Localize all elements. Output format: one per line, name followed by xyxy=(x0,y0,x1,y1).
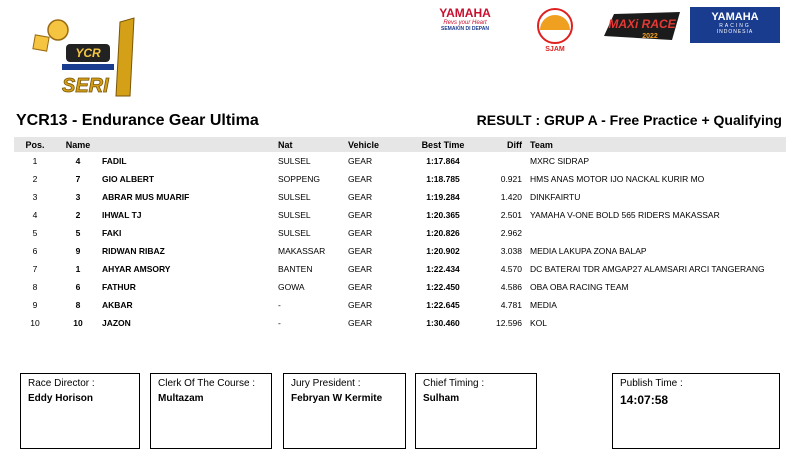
row-nat: SULSEL xyxy=(278,228,311,238)
yamaha-racing-sub: RACING xyxy=(719,23,751,29)
row-vehicle: GEAR xyxy=(348,210,373,220)
row-name: AHYAR AMSORY xyxy=(102,264,171,274)
result-title: RESULT : GRUP A - Free Practice + Qualifying xyxy=(476,112,782,128)
row-vehicle: GEAR xyxy=(348,156,373,166)
yamaha-racing-logo xyxy=(690,7,780,43)
header-nat: Nat xyxy=(276,137,346,152)
row-team: DC BATERAI TDR AMGAP27 ALAMSARI ARCI TANGERANG xyxy=(530,264,765,274)
svg-text:MAXi RACE: MAXi RACE xyxy=(608,17,676,31)
row-best-time: 1:20.826 xyxy=(426,228,460,238)
row-vehicle: GEAR xyxy=(348,174,373,184)
row-number: 7 xyxy=(75,174,81,184)
row-team: YAMAHA V-ONE BOLD 565 RIDERS MAKASSAR xyxy=(530,210,720,220)
row-best-time: 1:30.460 xyxy=(426,318,460,328)
svg-text:2022: 2022 xyxy=(642,33,658,40)
row-name: IHWAL TJ xyxy=(102,210,142,220)
row-diff: 3.038 xyxy=(500,246,522,256)
row-best-time: 1:18.785 xyxy=(426,174,460,184)
row-diff: 2.962 xyxy=(500,228,522,238)
row-nat: BANTEN xyxy=(278,264,313,274)
row-name: RIDWAN RIBAZ xyxy=(102,246,165,256)
row-nat: SULSEL xyxy=(278,156,311,166)
header-best-time: Best Time xyxy=(408,137,478,152)
row-vehicle: GEAR xyxy=(348,228,373,238)
row-diff: 2.501 xyxy=(500,210,522,220)
row-diff: 0.921 xyxy=(500,174,522,184)
clerk-of-course-box xyxy=(150,373,272,449)
table-row xyxy=(14,260,786,278)
table-row xyxy=(14,314,786,332)
header-team: Team xyxy=(524,137,786,152)
table-row xyxy=(14,242,786,260)
row-vehicle: GEAR xyxy=(348,300,373,310)
row-diff: 1.420 xyxy=(500,192,522,202)
header-diff: Diff xyxy=(478,137,524,152)
row-best-time: 1:19.284 xyxy=(426,192,460,202)
row-best-time: 1:20.902 xyxy=(426,246,460,256)
table-row xyxy=(14,296,786,314)
row-best-time: 1:17.864 xyxy=(426,156,460,166)
row-pos: 2 xyxy=(32,174,38,184)
chief-timing-label: Chief Timing : xyxy=(423,378,485,389)
row-number: 3 xyxy=(75,192,81,202)
jury-president-label: Jury President : xyxy=(291,378,361,389)
row-team: MEDIA LAKUPA ZONA BALAP xyxy=(530,246,647,256)
header-pos: Pos. xyxy=(14,137,56,152)
yamaha-subline: SEMAKIN DI DEPAN xyxy=(441,26,489,32)
row-vehicle: GEAR xyxy=(348,318,373,328)
row-best-time: 1:22.450 xyxy=(426,282,460,292)
clerk-of-course-name: Multazam xyxy=(158,393,204,404)
row-diff: 12.596 xyxy=(496,318,522,328)
header-name-spacer xyxy=(100,137,276,152)
row-name: FATHUR xyxy=(102,282,136,292)
table-row xyxy=(14,188,786,206)
row-diff: 4.781 xyxy=(500,300,522,310)
row-diff: 4.570 xyxy=(500,264,522,274)
svg-text:YCR: YCR xyxy=(75,46,101,60)
row-nat: - xyxy=(278,300,281,310)
row-number: 5 xyxy=(75,228,81,238)
ycr-seri-logo xyxy=(22,8,142,104)
row-number: 8 xyxy=(75,300,81,310)
row-vehicle: GEAR xyxy=(348,246,373,256)
jury-president-name: Febryan W Kermite xyxy=(291,393,383,404)
race-director-box xyxy=(20,373,140,449)
publish-time-label: Publish Time : xyxy=(620,378,683,389)
svg-text:SERI: SERI xyxy=(62,75,109,97)
table-row xyxy=(14,224,786,242)
row-name: FADIL xyxy=(102,156,127,166)
row-nat: - xyxy=(278,318,281,328)
yamaha-wordmark: YAMAHA xyxy=(439,6,491,20)
row-number: 10 xyxy=(73,318,83,328)
row-name: FAKI xyxy=(102,228,122,238)
yamaha-racing-wordmark: YAMAHA xyxy=(711,11,759,23)
row-team: OBA OBA RACING TEAM xyxy=(530,282,629,292)
row-name: ABRAR MUS MUARIF xyxy=(102,192,190,202)
row-number: 2 xyxy=(75,210,81,220)
table-header-row xyxy=(14,137,786,152)
row-name: AKBAR xyxy=(102,300,133,310)
row-nat: SOPPENG xyxy=(278,174,321,184)
maxi-race-logo xyxy=(600,6,684,48)
yamaha-sponsor-logo xyxy=(420,6,510,46)
row-number: 9 xyxy=(75,246,81,256)
results-table xyxy=(14,137,786,332)
row-pos: 6 xyxy=(32,246,38,256)
table-row xyxy=(14,170,786,188)
row-number: 6 xyxy=(75,282,81,292)
publish-time-value: 14:07:58 xyxy=(620,393,669,407)
race-director-name: Eddy Horison xyxy=(28,393,94,404)
header-name: Name xyxy=(56,137,100,152)
row-team: MXRC SIDRAP xyxy=(530,156,590,166)
row-pos: 3 xyxy=(32,192,38,202)
row-name: GIO ALBERT xyxy=(102,174,155,184)
sjam-logo xyxy=(530,6,580,54)
row-vehicle: GEAR xyxy=(348,282,373,292)
table-row xyxy=(14,278,786,296)
row-pos: 7 xyxy=(32,264,38,274)
row-team: HMS ANAS MOTOR IJO NACKAL KURIR MO xyxy=(530,174,705,184)
clerk-of-course-label: Clerk Of The Course : xyxy=(158,378,256,389)
row-team: MEDIA xyxy=(530,300,557,310)
table-row xyxy=(14,206,786,224)
jury-president-box xyxy=(283,373,406,449)
row-pos: 5 xyxy=(32,228,38,238)
row-pos: 4 xyxy=(32,210,38,220)
row-pos: 1 xyxy=(32,156,38,166)
header-vehicle: Vehicle xyxy=(346,137,408,152)
row-team: KOL xyxy=(530,318,548,328)
row-number: 1 xyxy=(75,264,81,274)
row-team: DINKFAIRTU xyxy=(530,192,581,202)
row-team xyxy=(524,224,786,242)
yamaha-tagline: Revs your Heart xyxy=(443,20,487,26)
row-diff xyxy=(478,152,524,170)
row-diff: 4.586 xyxy=(500,282,522,292)
chief-timing-box xyxy=(415,373,537,449)
row-nat: SULSEL xyxy=(278,192,311,202)
row-name: JAZON xyxy=(102,318,131,328)
event-title: YCR13 - Endurance Gear Ultima xyxy=(16,112,259,129)
row-pos: 10 xyxy=(30,318,40,328)
row-pos: 9 xyxy=(32,300,38,310)
row-number: 4 xyxy=(75,156,81,166)
row-vehicle: GEAR xyxy=(348,192,373,202)
publish-time-box xyxy=(612,373,780,449)
row-vehicle: GEAR xyxy=(348,264,373,274)
row-nat: GOWA xyxy=(278,282,305,292)
row-nat: SULSEL xyxy=(278,210,311,220)
row-nat: MAKASSAR xyxy=(278,246,326,256)
svg-text:SJAM: SJAM xyxy=(545,46,565,53)
race-director-label: Race Director : xyxy=(28,378,95,389)
chief-timing-name: Sulham xyxy=(423,393,460,404)
table-row xyxy=(14,152,786,170)
yamaha-racing-country: INDONESIA xyxy=(716,29,754,35)
row-best-time: 1:22.434 xyxy=(426,264,460,274)
row-pos: 8 xyxy=(32,282,38,292)
row-best-time: 1:20.365 xyxy=(426,210,460,220)
row-best-time: 1:22.645 xyxy=(426,300,460,310)
